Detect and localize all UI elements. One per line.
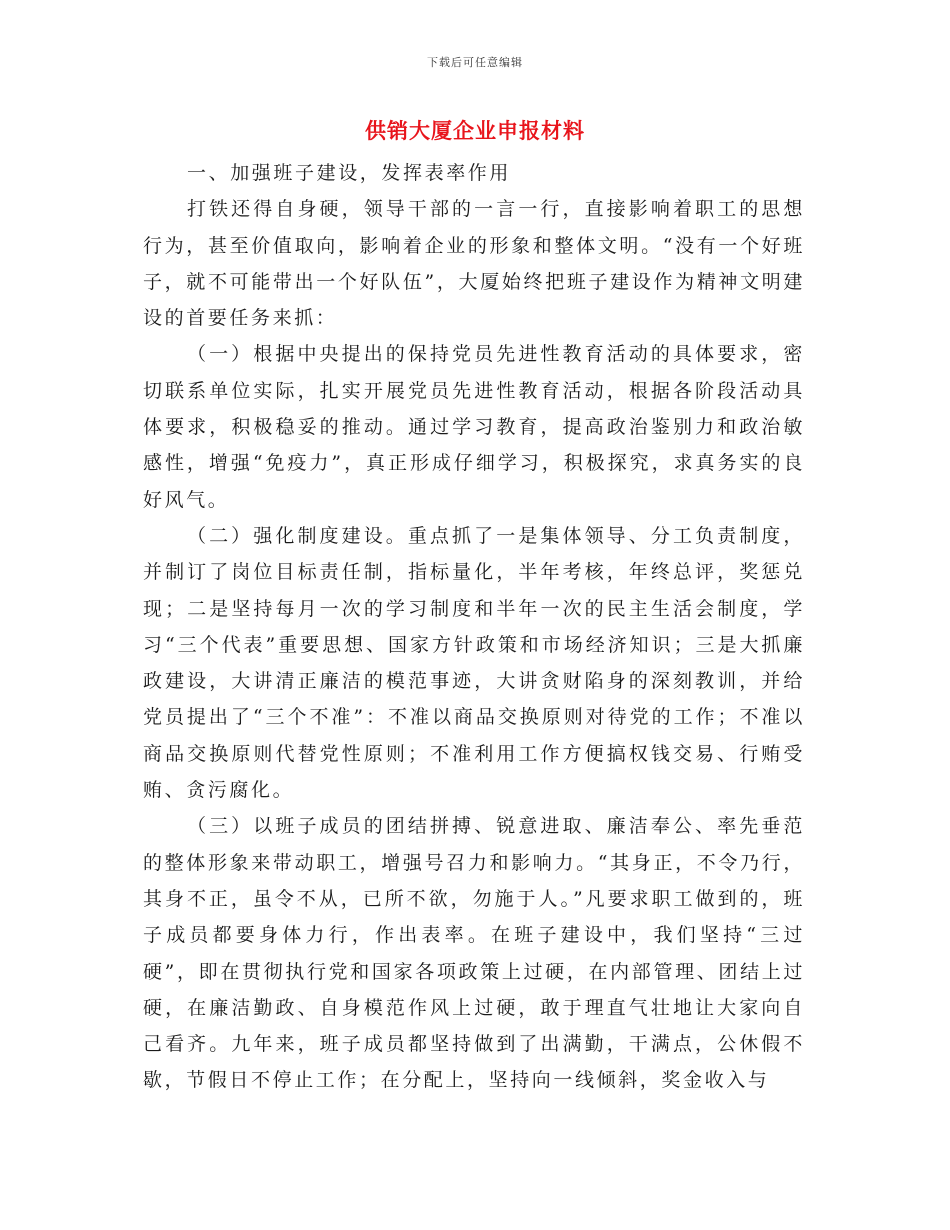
section-heading: 一、加强班子建设，发挥表率作用 bbox=[187, 162, 512, 184]
body-paragraph: 打铁还得自身硬，领导干部的一言一行，直接影响着职工的思想行为，甚至价值取向，影响着企业的形象和整体文明。“没有一个好班子，就不可能带出一个好队伍”，大厦始终把班子建设作为精神文明建设的首要任务来抓： bbox=[143, 198, 805, 330]
body-paragraph: （一）根据中央提出的保持党员先进性教育活动的具体要求，密切联系单位实际，扎实开展党员先进性教育活动，根据各阶段活动具体要求，积极稳妥的推动。通过学习教育，提高政治鉴别力和政治敏感性，增强“免疫力”，真正形成仔细学习，积极探究，求真务实的良好风气。 bbox=[143, 343, 805, 511]
document-body bbox=[143, 155, 805, 1099]
body-paragraph: （二）强化制度建设。重点抓了一是集体领导、分工负责制度，并制订了岗位目标责任制，指标量化，半年考核，年终总评，奖惩兑现；二是坚持每月一次的学习制度和半年一次的民主生活会制度，学习“三个代表”重要思想、国家方针政策和市场经济知识；三是大抓廉政建设，大讲清正廉洁的模范事迹，大讲贪财陷身的深刻教训，并给党员提出了“三个不准”：不准以商品交换原则对待党的工作；不准以商品交换原则代替党性原则；不准利用工作方便搞权钱交易、行贿受贿、贪污腐化。 bbox=[143, 524, 805, 802]
body-paragraph: （三）以班子成员的团结拼搏、锐意进取、廉洁奉公、率先垂范的整体形象来带动职工，增强号召力和影响力。“其身正，不令乃行，其身不正，虽令不从，已所不欲，勿施于人。”凡要求职工做到的，班子成员都要身体力行，作出表率。在班子建设中，我们坚持“三过硬”，即在贯彻执行党和国家各项政策上过硬，在内部管理、团结上过硬，在廉洁勤政、自身模范作风上过硬，敢于理直气壮地让大家向自己看齐。九年来，班子成员都坚持做到了出满勤，干满点，公休假不歇，节假日不停止工作；在分配上，坚持向一线倾斜，奖金收入与 bbox=[143, 815, 805, 1092]
document-title: 供销大厦企业申报材料 bbox=[365, 119, 585, 143]
header-note: 下载后可任意编辑 bbox=[427, 56, 523, 69]
